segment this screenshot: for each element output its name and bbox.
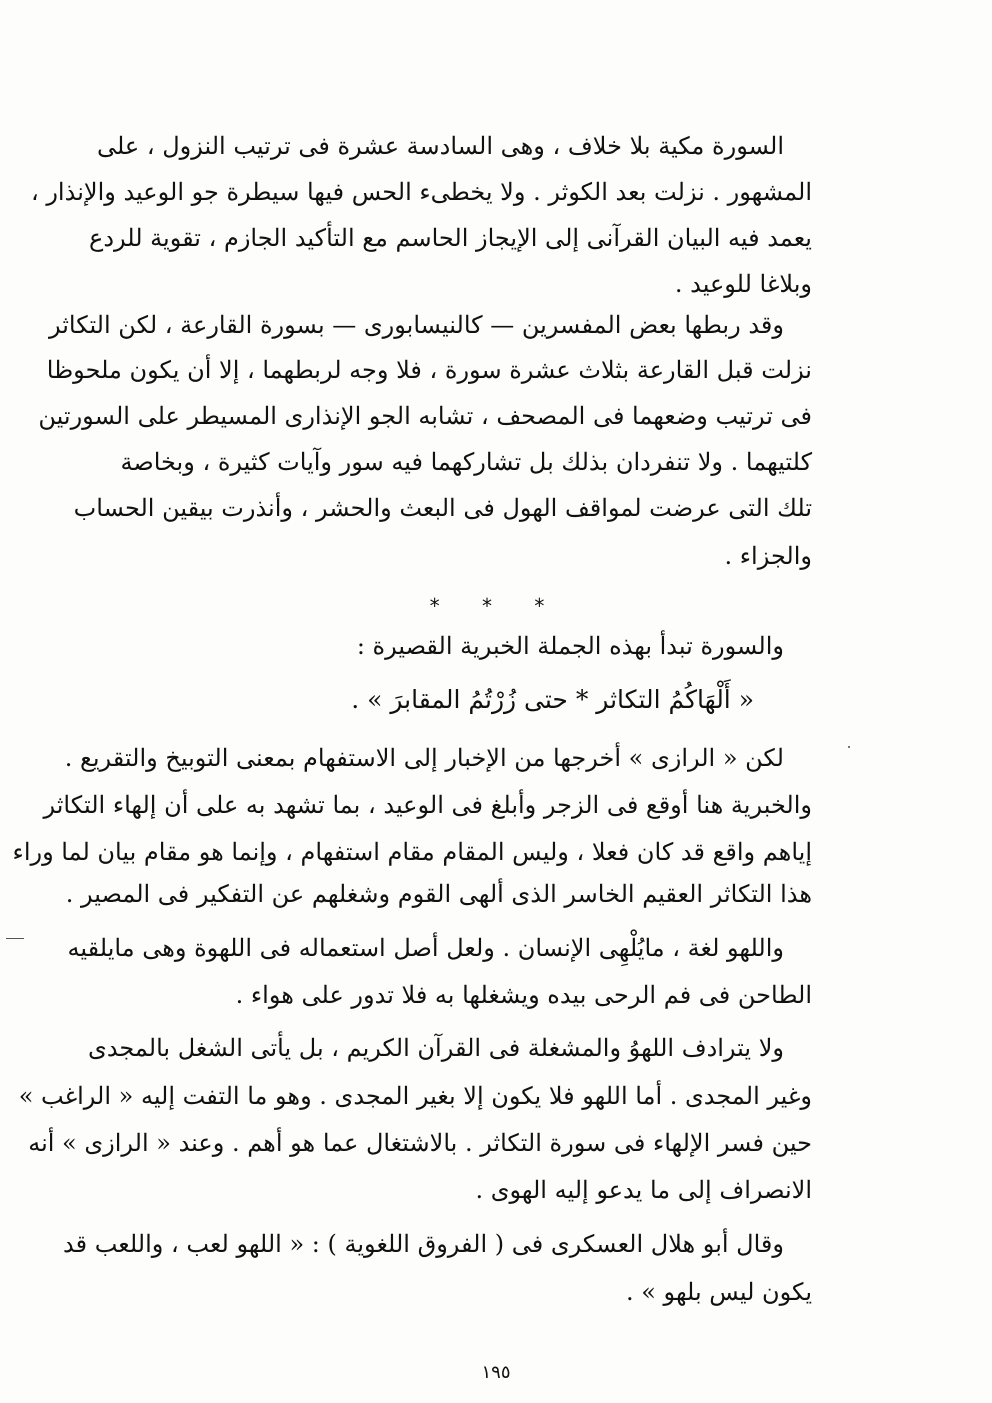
intro-line: والسورة تبدأ بهذه الجملة الخبرية القصيرة : (356, 632, 784, 660)
text-line: وقال أبو هلال العسكرى فى ( الفروق اللغوية ) : « اللهو لعب ، واللعب قد (63, 1230, 784, 1258)
margin-dot (848, 746, 850, 748)
text-line: كلتيهما . ولا تنفردان بذلك بل تشاركهما فيه سور وآيات كثيرة ، وبخاصة (120, 448, 812, 476)
text-line: إياهم واقع قد كان فعلا ، وليس المقام مقام استفهام ، وإنما هو مقام بيان لما وراء (12, 838, 812, 866)
text-line: السورة مكية بلا خلاف ، وهى السادسة عشرة فى ترتيب النزول ، على (96, 132, 784, 160)
text-line: يكون ليس بلهو » . (625, 1278, 812, 1306)
text-line: وغير المجدى . أما اللهو فلا يكون إلا بغير المجدى . وهو ما التفت إليه « الراغب » (18, 1082, 812, 1110)
quran-verse: « أَلْهَاكُمُ التكاثر * حتى زُرْتُمُ المقابرَ » . (351, 685, 754, 714)
margin-mark (6, 938, 24, 939)
text-line: واللهو لغة ، مايُلْهِى الإنسان . ولعل أصل استعماله فى اللهوة وهى مايلقيه (67, 934, 784, 962)
text-line: وقد ربطها بعض المفسرين — كالنيسابورى — بسورة القارعة ، لكن التكاثر (48, 311, 784, 339)
text-line: ولا يترادف اللهوُ والمشغلة فى القرآن الكريم ، بل يأتى الشغل بالمجدى (88, 1034, 784, 1062)
text-line: حين فسر الإلهاء فى سورة التكاثر . بالاشتغال عما هو أهم . وعند « الرازى » أنه (28, 1129, 812, 1157)
text-line: هذا التكاثر العقيم الخاسر الذى ألهى القوم وشغلهم عن التفكير فى المصير . (65, 880, 812, 908)
text-line: الانصراف إلى ما يدعو إليه الهوى . (475, 1176, 812, 1204)
text-line: فى ترتيب وضعهما فى المصحف ، تشابه الجو الإنذارى المسيطر على السورتين (38, 402, 812, 430)
text-line: تلك التى عرضت لمواقف الهول فى البعث والحشر ، وأنذرت بيقين الحساب (73, 494, 812, 522)
text-line: الطاحن فى فم الرحى بيده ويشغلها به فلا تدور على هواء . (235, 981, 812, 1009)
section-separator: * * * (429, 594, 563, 618)
text-line: يعمد فيه البيان القرآنى إلى الإيجاز الحاسم مع التأكيد الجازم ، تقوية للردع (89, 224, 812, 252)
page-number: ١٩٥ (481, 1362, 511, 1383)
text-line: نزلت قبل القارعة بثلاث عشرة سورة ، فلا وجه لربطهما ، إلا أن يكون ملحوظا (46, 356, 812, 384)
text-line: وبلاغا للوعيد . (674, 270, 812, 298)
text-line: لكن « الرازى » أخرجها من الإخبار إلى الاستفهام بمعنى التوبيخ والتقريع . (64, 744, 784, 772)
text-line: المشهور . نزلت بعد الكوثر . ولا يخطىء الحس فيها سيطرة جو الوعيد والإنذار ، (30, 178, 812, 206)
text-line: والجزاء . (724, 542, 812, 570)
text-line: والخبرية هنا أوقع فى الزجر وأبلغ فى الوعيد ، بما تشهد به على أن إلهاء التكاثر (43, 791, 812, 819)
